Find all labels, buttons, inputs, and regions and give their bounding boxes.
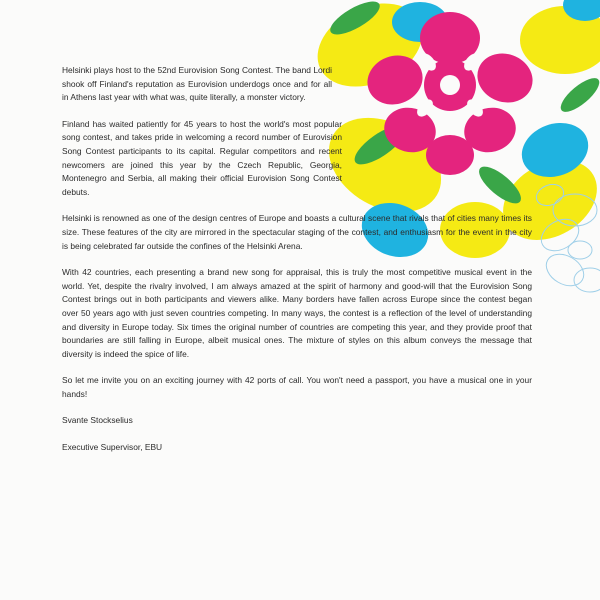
paragraph-intro: Helsinki plays host to the 52nd Eurovision Song Contest. The band Lordi shook off Finland's reputation as Eurovision underdogs once and for all in Athens last year with what was, quite literally, a monster victory. — [62, 65, 332, 103]
paragraph-helsinki-design: Helsinki is renowned as one of the design centres of Europe and boasts a cultural scene that rivals that of cities many times its size. These features of the city are mirrored in the spectacular staging of the contest, and enthusiasm for the event in the city is being celebrated far outside the confines of the Helsinki Arena. — [62, 213, 532, 251]
signature-title: Executive Supervisor, EBU — [62, 442, 163, 453]
signature-name: Svante Stockselius — [62, 415, 133, 426]
paragraph-finland: Finland has waited patiently for 45 years to host the world's most popular song contest, and takes pride in welcoming a record number of Eurovision Song Contest participants to its capital. Regular competitors and recent newcomers are joined this year by the Czech Republic, Georgia, Montenegro and Serbia, all making their official Eurovision Song Contest debuts. — [62, 118, 342, 197]
letter-body — [62, 64, 532, 468]
outline-flower-artwork — [520, 170, 600, 310]
paragraph-invitation: So let me invite you on an exciting journey with 42 ports of call. You won't need a passport, you have a musical one in your hands! — [62, 375, 532, 399]
paragraph-42-countries: With 42 countries, each presenting a brand new song for appraisal, this is truly the most competitive musical event in the world. Yet, despite the rivalry involved, I am always amazed at the spirit of harmony and good-will that the Eurovision Song Contest brings out in both participants and viewers alike. Many borders have fallen across Europe since the contest began over 50 years ago with just seven countries competing. In many ways, the contest is a reflection of the level of understanding and diversity in Europe today. Six times the original number of countries are competing this year, and they provide proof that boundaries are still falling in Europe, albeit musical ones. The mixture of styles on this album conveys the message that diversity is indeed the spice of life. — [62, 267, 532, 359]
